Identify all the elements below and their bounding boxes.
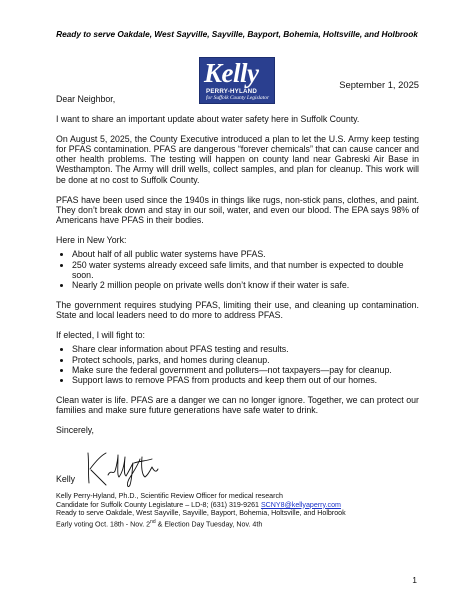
handwritten-signature bbox=[82, 445, 160, 489]
footer-tagline: Ready to serve Oakdale, West Sayville, Sayville, Bayport, Bohemia, Holtsville, and Holbrook bbox=[56, 509, 346, 518]
list-item: • About half of all public water systems have PFAS. bbox=[72, 249, 419, 259]
footer-contact bbox=[56, 501, 346, 510]
footer-candidate-title: Kelly Perry-Hyland, Ph.D., Scientific Review Officer for medical research bbox=[56, 492, 283, 500]
paragraph-closing: Clean water is life. PFAS are a danger we can no longer ignore. Together, we can protect our families and make sure future generations have safe water to drink. bbox=[56, 395, 419, 416]
fight-list bbox=[56, 344, 419, 385]
list-item: • Share clear information about PFAS testing and results. bbox=[72, 344, 419, 354]
voting-dates-text: Early voting Oct. 18th - Nov. 2 bbox=[56, 520, 151, 529]
sign-off: Sincerely, bbox=[56, 425, 94, 436]
paragraph-army-testing: On August 5, 2025, the County Executive introduced a plan to let the U.S. Army keep testing for PFAS contamination. PFAS are dangerous “forever chemicals” that can cause cancer and other health problems. The testing will happen on county land near Gabreski Air Base in Westhampton. The Army will drill wells, collect samples, and plan for cleanup. This work will be done at no cost to Suffolk County. bbox=[56, 133, 419, 185]
logo-name: Kelly bbox=[204, 58, 259, 88]
paragraph-intro: I want to share an important update about water safety here in Suffolk County. bbox=[56, 113, 360, 124]
salutation: Dear Neighbor, bbox=[56, 94, 116, 104]
list-item: • Protect schools, parks, and homes during cleanup. bbox=[72, 355, 419, 365]
paragraph-government: The government requires studying PFAS, limiting their use, and cleaning up contamination. State and local leaders need to do more to address PFAS. bbox=[56, 299, 419, 321]
paragraph-pfas-history: PFAS have been used since the 1940s in things like rugs, non-stick pans, clothes, and paint. They don’t break down and stay in our soil, water, and even our blood. The EPA says 98% of Americans have PFAS in their bodies. bbox=[56, 194, 419, 226]
logo-subtitle-surname: PERRY-HYLAND bbox=[206, 88, 257, 95]
logo-subtitle-office: for Suffolk County Legislator bbox=[206, 95, 270, 101]
list-item: • Support laws to remove PFAS from products and keep them out of our homes. bbox=[72, 375, 419, 385]
list-item: • 250 water systems already exceed safe limits, and that number is expected to double soon. bbox=[72, 260, 419, 281]
new-york-intro: Here in New York: bbox=[56, 234, 127, 245]
list-item: • Nearly 2 million people on private wells don’t know if their water is safe. bbox=[72, 280, 419, 290]
footer-contact-text: Candidate for Suffolk County Legislature – LD-8; (631) 319-9261 bbox=[56, 500, 261, 509]
letter-date: September 1, 2025 bbox=[339, 79, 419, 90]
footer-voting-dates bbox=[56, 518, 346, 529]
fight-intro: If elected, I will fight to: bbox=[56, 330, 145, 341]
new-york-list bbox=[56, 249, 419, 290]
list-item: • Make sure the federal government and polluters—not taxpayers—pay for cleanup. bbox=[72, 365, 419, 375]
letter-body bbox=[56, 94, 419, 445]
footer bbox=[56, 492, 346, 529]
voting-dates-election-day: & Election Day Tuesday, Nov. 4th bbox=[155, 520, 263, 529]
header-tagline: Ready to serve Oakdale, West Sayville, Sayville, Bayport, Bohemia, Holtsville, and Holbrook bbox=[56, 29, 418, 39]
voting-dates-ordinal: nd bbox=[150, 518, 156, 525]
signer-name: Kelly bbox=[56, 474, 76, 484]
page-number: 1 bbox=[412, 575, 417, 585]
email-link[interactable]: SCNY8@kellyaperry.com bbox=[260, 500, 341, 509]
